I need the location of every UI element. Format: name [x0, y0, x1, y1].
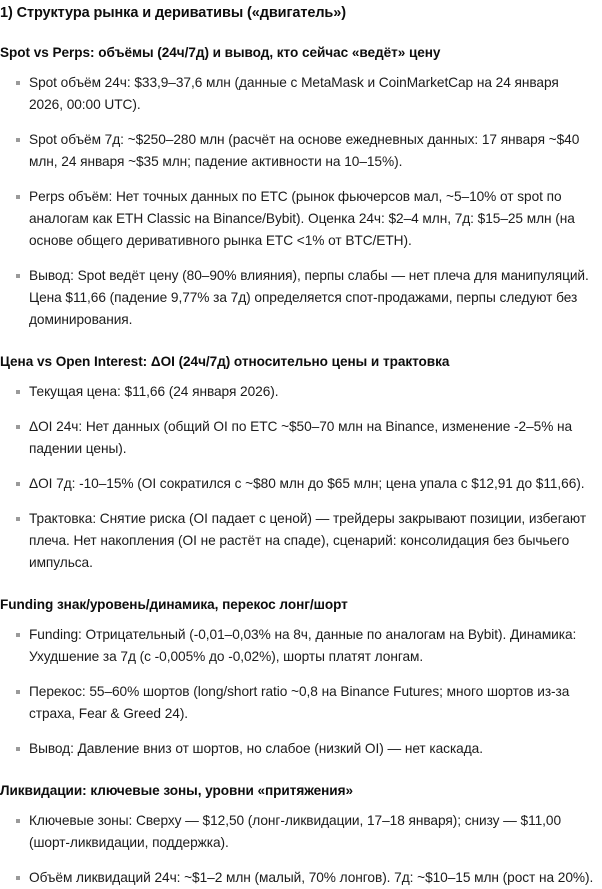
list-item-text: Вывод: Давление вниз от шортов, но слабое (низкий OI) — нет каскада. [29, 741, 483, 756]
bullet-list [0, 72, 594, 331]
list-item [0, 72, 594, 116]
bullet-marker-icon [16, 274, 20, 278]
list-item-text: Перекос: 55–60% шортов (long/short ratio ~0,8 на Binance Futures; много шортов из-за страха, Fear & Greed 24). [29, 684, 570, 721]
subsection-heading: Ликвидации: ключевые зоны, уровни «притяжения» [0, 783, 354, 798]
subsection-price-vs-open-interest [0, 352, 594, 574]
bullet-marker-icon [16, 517, 20, 521]
bullet-marker-icon [16, 876, 20, 880]
list-item [0, 681, 594, 725]
list-item [0, 624, 594, 668]
list-item [0, 473, 594, 495]
bullet-marker-icon [16, 195, 20, 199]
list-item-text: ΔOI 7д: -10–15% (OI сократился с ~$80 млн до $65 млн; цена упала с $12,91 до $11,66). [29, 476, 585, 491]
list-item-text: Объём ликвидаций 24ч: ~$1–2 млн (малый, 70% лонгов). 7д: ~$10–15 млн (рост на 20%). [29, 870, 594, 885]
bullet-marker-icon [16, 633, 20, 637]
bullet-marker-icon [16, 425, 20, 429]
bullet-marker-icon [16, 138, 20, 142]
list-item [0, 129, 594, 173]
main-section-heading-block [0, 3, 594, 23]
bullet-list [0, 381, 594, 574]
page-title: 1) Структура рынка и деривативы («двигатель») [0, 5, 346, 21]
bullet-marker-icon [16, 690, 20, 694]
list-item-text: Perps объём: Нет точных данных по ETC (рынок фьючерсов мал, ~5–10% от spot по аналогам как ETH Classic на Binance/Bybit). Оценка 24ч: $2–4 млн, 7д: $15–25 млн (на основе общего деривативного рынка ETC <1% от BTC/ETH). [29, 189, 575, 248]
bullet-marker-icon [16, 819, 20, 823]
bullet-marker-icon [16, 747, 20, 751]
list-item-text: Spot объём 7д: ~$250–280 млн (расчёт на основе ежедневных данных: 17 января ~$40 млн, 24 января ~$35 млн; падение активности на 10–15%). [29, 132, 580, 169]
list-item-text: Вывод: Spot ведёт цену (80–90% влияния), перпы слабы — нет плеча для манипуляций. Цена $11,66 (падение 9,77% за 7д) определяется спот-продажами, перпы следуют без доминирования. [29, 268, 589, 327]
bullet-marker-icon [16, 390, 20, 394]
list-item [0, 265, 594, 331]
document-body [0, 3, 602, 889]
list-item [0, 416, 594, 460]
list-item-text: Текущая цена: $11,66 (24 января 2026). [29, 384, 279, 399]
bullet-list [0, 810, 594, 889]
list-item-text: Трактовка: Снятие риска (OI падает с ценой) — трейдеры закрывают позиции, избегают плеча. Нет накопления (OI не растёт на спаде), сценарий: консолидация без бычьего импульса. [29, 511, 587, 570]
subsection-spot-vs-perps [0, 43, 594, 331]
list-item-text: ΔOI 24ч: Нет данных (общий OI по ETC ~$50–70 млн на Binance, изменение -2–5% на падении цены). [29, 419, 573, 456]
list-item [0, 186, 594, 252]
list-item [0, 381, 594, 403]
bullet-marker-icon [16, 482, 20, 486]
list-item [0, 508, 594, 574]
subsection-heading: Цена vs Open Interest: ΔOI (24ч/7д) относительно цены и трактовка [0, 354, 450, 369]
list-item-text: Ключевые зоны: Сверху — $12,50 (лонг-ликвидации, 17–18 января); снизу — $11,00 (шорт-ликвидации, поддержка). [29, 813, 562, 850]
subsection-funding [0, 595, 594, 760]
subsection-heading: Spot vs Perps: объёмы (24ч/7д) и вывод, кто сейчас «ведёт» цену [0, 45, 441, 60]
list-item [0, 867, 594, 889]
list-item [0, 738, 594, 760]
bullet-marker-icon [16, 81, 20, 85]
bullet-list [0, 624, 594, 760]
list-item-text: Spot объём 24ч: $33,9–37,6 млн (данные с MetaMask и CoinMarketCap на 24 января 2026, 00:00 UTC). [29, 75, 559, 112]
list-item [0, 810, 594, 854]
list-item-text: Funding: Отрицательный (-0,01–0,03% на 8ч, данные по аналогам на Bybit). Динамика: Ухудшение за 7д (с -0,005% до -0,02%), шорты платят лонгам. [29, 627, 577, 664]
subsection-heading: Funding знак/уровень/динамика, перекос лонг/шорт [0, 597, 348, 612]
subsection-liquidations [0, 781, 594, 889]
